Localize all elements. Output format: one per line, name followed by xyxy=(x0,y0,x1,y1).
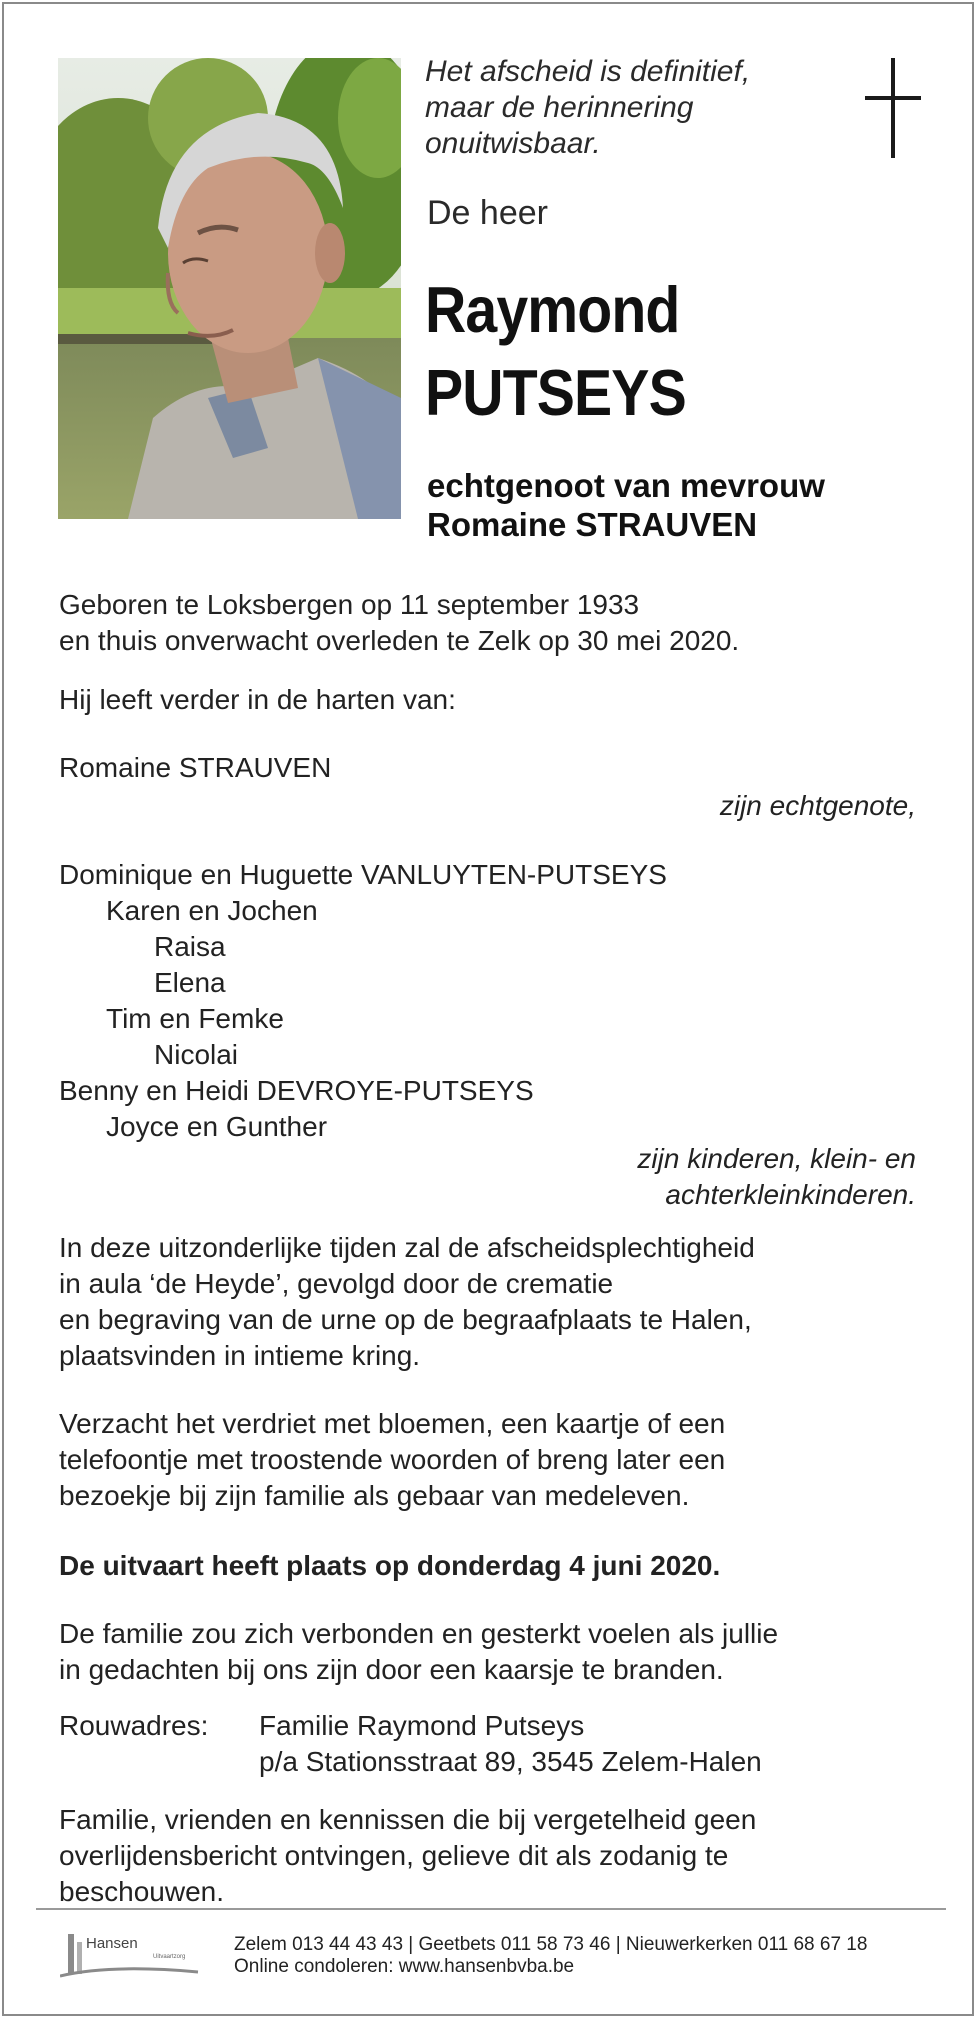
notice-line: overlijdensbericht ontvingen, gelieve dit als zodanig te xyxy=(59,1840,729,1871)
address-line: p/a Stationsstraat 89, 3545 Zelem-Halen xyxy=(259,1746,762,1777)
address-label: Rouwadres: xyxy=(59,1710,209,1741)
funeral-date: De uitvaart heeft plaats op donderdag 4 juni 2020. xyxy=(59,1550,721,1581)
ceremony-line: in aula ‘de Heyde’, gevolgd door de crematie xyxy=(59,1268,614,1299)
role-line: achterkleinkinderen. xyxy=(665,1179,916,1210)
footer-divider xyxy=(36,1908,946,1910)
address-block xyxy=(259,1708,762,1780)
footer-contact xyxy=(234,1934,867,1978)
notice-line: beschouwen. xyxy=(59,1876,225,1907)
family-member: Elena xyxy=(154,967,226,998)
ceremony-text xyxy=(59,1230,755,1374)
notice-line: Familie, vrienden en kennissen die bij vergetelheid geen xyxy=(59,1804,757,1835)
candle-line: in gedachten bij ons zijn door een kaarsje te branden. xyxy=(59,1654,724,1685)
candle-text xyxy=(59,1616,778,1688)
funeral-home-logo xyxy=(60,1928,200,1983)
spouse-relation xyxy=(427,466,825,544)
info-line: en thuis onverwacht overleden te Zelk op 30 mei 2020. xyxy=(59,625,740,656)
family-member: Joyce en Gunther xyxy=(106,1111,328,1142)
spouse-line: Romaine STRAUVEN xyxy=(427,506,758,543)
logo-sub: Uitvaartzorg xyxy=(153,1954,186,1960)
salutation: De heer xyxy=(427,194,548,232)
spouse-name: Romaine STRAUVEN xyxy=(59,752,332,783)
address-line: Familie Raymond Putseys xyxy=(259,1710,585,1741)
flowers-line: Verzacht het verdriet met bloemen, een kaartje of een xyxy=(59,1408,726,1439)
quote-line: onuitwisbaar. xyxy=(425,127,601,160)
info-line: Geboren te Loksbergen op 11 september 1933 xyxy=(59,589,640,620)
cross-icon xyxy=(865,58,921,160)
portrait-photo xyxy=(58,58,401,519)
spouse-role: zijn echtgenote, xyxy=(719,790,916,821)
birth-death-info xyxy=(59,587,739,659)
logo-name: Hansen xyxy=(86,1935,138,1952)
ceremony-line: en begraving van de urne op de begraafplaats te Halen, xyxy=(59,1304,752,1335)
family-list xyxy=(59,857,667,1145)
flowers-line: bezoekje bij zijn familie als gebaar van medeleven. xyxy=(59,1480,690,1511)
deceased-name xyxy=(425,268,686,434)
flowers-line: telefoontje met troostende woorden of breng later een xyxy=(59,1444,726,1475)
flowers-text xyxy=(59,1406,725,1514)
quote-line: Het afscheid is definitief, xyxy=(425,55,751,88)
ceremony-line: In deze uitzonderlijke tijden zal de afscheidsplechtigheid xyxy=(59,1232,755,1263)
family-member: Tim en Femke xyxy=(106,1003,284,1034)
notice-text xyxy=(59,1802,756,1910)
quote-line: maar de herinnering xyxy=(425,91,694,124)
family-member: Dominique en Huguette VANLUYTEN-PUTSEYS xyxy=(59,859,667,890)
footer-phones: Zelem 013 44 43 43 | Geetbets 011 58 73 46 | Nieuwerkerken 011 68 67 18 xyxy=(234,1934,868,1955)
footer-online: Online condoleren: www.hansenbvba.be xyxy=(234,1956,575,1977)
family-member: Raisa xyxy=(154,931,226,962)
family-member: Karen en Jochen xyxy=(106,895,318,926)
family-member: Nicolai xyxy=(154,1039,239,1070)
last-name: PUTSEYS xyxy=(425,356,686,429)
role-line: zijn kinderen, klein- en xyxy=(637,1143,916,1174)
memorial-quote xyxy=(425,54,750,162)
family-role xyxy=(637,1141,916,1213)
spouse-line: echtgenoot van mevrouw xyxy=(427,467,825,504)
first-name: Raymond xyxy=(425,273,680,346)
candle-line: De familie zou zich verbonden en gesterkt voelen als jullie xyxy=(59,1618,779,1649)
family-member: Benny en Heidi DEVROYE-PUTSEYS xyxy=(59,1075,534,1106)
ceremony-line: plaatsvinden in intieme kring. xyxy=(59,1340,421,1371)
lives-on-heading: Hij leeft verder in de harten van: xyxy=(59,684,456,715)
